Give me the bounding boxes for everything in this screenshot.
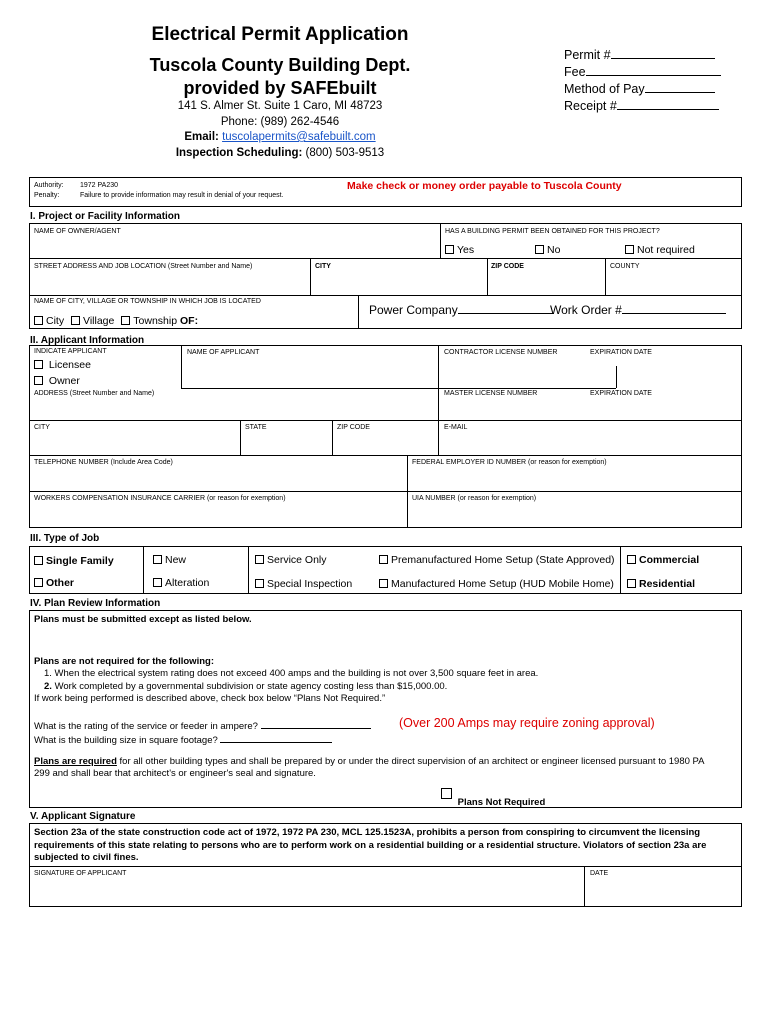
date-label: DATE [590,870,609,877]
expiration-date-label-2: EXPIRATION DATE [590,390,652,397]
alteration-option[interactable]: Alteration [153,577,209,589]
premanufactured-checkbox[interactable] [379,555,388,564]
receipt-number-field[interactable]: Receipt # [564,98,719,113]
telephone-label: TELEPHONE NUMBER (Include Area Code) [34,459,173,466]
email-label: Email: [184,131,219,143]
work-order-field[interactable]: Work Order # [550,303,726,317]
permit-obtained-question: HAS A BUILDING PERMIT BEEN OBTAINED FOR THIS PROJECT? [445,228,660,235]
statute-text: Section 23a of the state construction code act of 1972, 1972 PA 230, MCL 125.1523A, prohibits a person from conspiring to circumvent the licensing requirements of this state relating to persons who are to perform work on a residential building or a residential structure. Violators of section 23a are subjected to civil fines. [34,827,707,863]
permit-not-required-option[interactable]: Not required [625,244,695,256]
section-1-title: I. Project or Facility Information [30,211,181,222]
residential-option[interactable]: Residential [627,578,695,590]
single-family-option[interactable]: Single Family [34,555,114,567]
single-family-checkbox[interactable] [34,556,43,565]
exemption-item-1: 1. When the electrical system rating does not exceed 400 amps and the building is not over 3,500 square feet in area. [44,668,539,679]
owner-option[interactable]: Owner [34,375,80,387]
office-email-line [100,131,460,143]
fee-field[interactable]: Fee [564,64,721,79]
residential-checkbox[interactable] [627,579,636,588]
contractor-license-label: CONTRACTOR LICENSE NUMBER [444,349,558,356]
payable-note: Make check or money order payable to Tuscola County [347,180,622,192]
applicant-address-label: ADDRESS (Street Number and Name) [34,390,155,397]
manufactured-option[interactable]: Manufactured Home Setup (HUD Mobile Home) [379,578,614,590]
applicant-zip-label: ZIP CODE [337,424,370,431]
alteration-checkbox[interactable] [153,578,162,587]
section-5-title: V. Applicant Signature [30,811,136,822]
inspection-line [100,147,460,159]
permit-no-option[interactable]: No [535,244,560,256]
premanufactured-option[interactable]: Premanufactured Home Setup (State Approved) [379,554,615,566]
fein-label: FEDERAL EMPLOYER ID NUMBER (or reason for exemption) [412,459,607,466]
manufactured-checkbox[interactable] [379,579,388,588]
special-inspection-checkbox[interactable] [255,579,264,588]
licensee-option[interactable]: Licensee [34,359,91,371]
owner-checkbox[interactable] [34,376,43,385]
penalty-value: Failure to provide information may result in denial of your request. [80,192,284,199]
county-label: COUNTY [610,263,640,270]
municipality-options: City Village Township OF: [34,315,198,327]
office-address: 141 S. Almer St. Suite 1 Caro, MI 48723 [177,100,383,112]
licensee-checkbox[interactable] [34,360,43,369]
township-checkbox[interactable] [121,316,130,325]
service-only-checkbox[interactable] [255,555,264,564]
form-title: Electrical Permit Application [151,24,409,45]
commercial-checkbox[interactable] [627,555,636,564]
plans-required-paragraph: Plans are required for all other building types and shall be prepared by or under the direct supervision of an architect or engineer licensed pursuant to 1980 PA 299 and shall bear that architect's or engineer's seal and signature. [34,756,705,779]
workers-comp-label: WORKERS COMPENSATION INSURANCE CARRIER (or reason for exemption) [34,495,286,502]
permit-yes-option[interactable]: Yes [445,244,474,256]
street-address-label: STREET ADDRESS AND JOB LOCATION (Street Number and Name) [34,263,253,270]
if-work-instruction: If work being performed is described above, check box below “Plans Not Required.” [34,693,386,704]
applicant-city-label: CITY [34,424,50,431]
new-option[interactable]: New [153,554,186,566]
city-label: CITY [315,263,331,270]
applicant-state-label: STATE [245,424,267,431]
section-4-title: IV. Plan Review Information [30,598,161,609]
master-license-label: MASTER LICENSE NUMBER [444,390,538,397]
new-checkbox[interactable] [153,555,162,564]
inspection-phone: (800) 503-9513 [305,147,385,159]
no-checkbox[interactable] [535,245,544,254]
expiration-date-label-1: EXPIRATION DATE [590,349,652,356]
zip-label: ZIP CODE [491,263,524,270]
applicant-email-label: E-MAIL [444,424,468,431]
plans-not-required-option[interactable]: Plans Not Required [441,788,545,801]
other-option[interactable]: Other [34,577,74,589]
email-link[interactable]: tuscolapermits@safebuilt.com [222,131,376,143]
authority-label: Authority: [34,182,64,189]
special-inspection-option[interactable]: Special Inspection [255,578,352,590]
plans-must-submit: Plans must be submitted except as listed below. [34,614,252,625]
applicant-name-label: NAME OF APPLICANT [187,349,260,356]
plans-not-required-title: Plans are not required for the following: [34,656,214,667]
power-company-field[interactable]: Power Company [369,303,554,317]
municipality-label: NAME OF CITY, VILLAGE OR TOWNSHIP IN WHICH JOB IS LOCATED [34,298,261,305]
service-only-option[interactable]: Service Only [255,554,327,566]
exemption-item-2: 2. Work completed by a governmental subdivision or state agency costing less than $15,000.00. [44,681,448,692]
office-phone: Phone: (989) 262-4546 [220,116,340,128]
section-2-title: II. Applicant Information [30,335,145,346]
department-name: Tuscola County Building Dept. [149,55,411,75]
permit-number-field[interactable]: Permit # [564,47,715,62]
owner-agent-label: NAME OF OWNER/AGENT [34,228,121,235]
provider-name: provided by SAFEbuilt [183,78,377,98]
section-3-title: III. Type of Job [30,533,100,544]
penalty-label: Penalty: [34,192,60,199]
village-checkbox[interactable] [71,316,80,325]
inspection-label: Inspection Scheduling: [175,147,303,159]
yes-checkbox[interactable] [445,245,454,254]
not-required-checkbox[interactable] [625,245,634,254]
service-rating-field[interactable]: What is the rating of the service or feeder in ampere? [34,719,371,732]
building-size-field[interactable]: What is the building size in square footage? [34,733,332,746]
indicate-applicant-label: INDICATE APPLICANT [34,348,107,355]
uia-number-label: UIA NUMBER (or reason for exemption) [412,495,537,502]
plans-not-required-checkbox[interactable] [441,788,452,799]
commercial-option[interactable]: Commercial [627,554,699,566]
zoning-note: (Over 200 Amps may require zoning approval) [399,716,655,730]
method-of-pay-field[interactable]: Method of Pay [564,81,715,96]
authority-value: 1972 PA230 [80,182,119,189]
other-checkbox[interactable] [34,578,43,587]
city-checkbox[interactable] [34,316,43,325]
signature-label: SIGNATURE OF APPLICANT [34,870,127,877]
